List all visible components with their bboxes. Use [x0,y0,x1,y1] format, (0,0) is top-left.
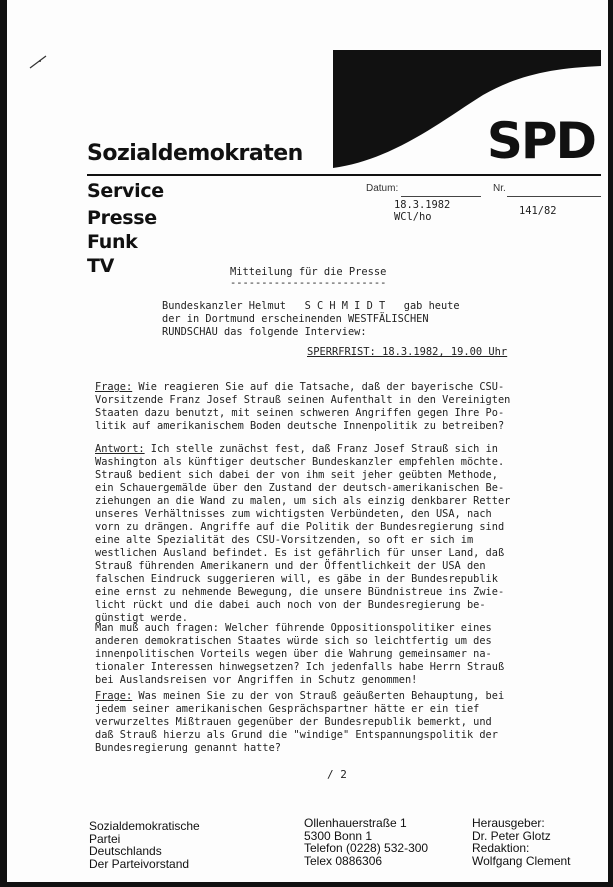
question-label: Frage: [95,381,133,393]
footer-address-line: Telex 0886306 [304,853,383,868]
answer-text: anderen demokratischen Staates würde sich so leichtfertig um des [95,635,492,647]
footer-publisher-line: Redaktion: [472,841,530,856]
answer-text: falschen Eindruck suggerieren will, es gäbe in der Bundesrepublik [95,573,498,585]
category-tv: TV [87,255,115,277]
category-presse: Presse [87,207,157,229]
question-text: Bundesregierung genannt hatte? [95,742,281,754]
question-text: daß Strauß hierzu als Grund die "windige" Entspannungspolitik der [95,729,498,741]
date-value: 18.3.1982 [394,199,451,211]
date-line [401,196,481,197]
footer-publisher-line: Wolfgang Clement [472,853,571,868]
category-service: Service [87,180,164,202]
footer-address-line: Ollenhauerstraße 1 [304,816,407,830]
answer-text: Man muß auch fragen: Welcher führende Oppositionspolitiker eines [95,622,492,634]
number-line [507,196,601,197]
category-funk: Funk [87,231,138,253]
scan-edge-bottom [0,882,613,887]
question-label: Frage: [95,690,133,702]
press-heading-underline: ------------------------- [230,277,387,289]
answer-text: Ich stelle zunächst fest, daß Franz Josef Strauß sich in [144,443,498,455]
logo-text: SPD [486,112,595,168]
answer-text: licht rückt und die dabei auch noch von der Bundesregierung be- [95,599,486,611]
footer-address-line: Telefon (0228) 532-300 [304,841,429,856]
question-text: litik auf amerikanischem Boden deutsche Innenpolitik zu betreiben? [95,420,505,432]
footer-address [304,817,428,867]
answer-text: innenpolitischen Vorteils wegen über die Wahrung gemeinsamer na- [95,648,492,660]
question-1 [95,381,565,433]
intro-line: Bundeskanzler Helmut S C H M I D T gab heute [162,300,460,312]
question-text: Was meinen Sie zu der von Strauß geäußerten Behauptung, bei [132,690,505,702]
footer-party-line: Der Parteivorstand [89,856,190,871]
question-text: verwurzeltes Mißtrauen gegenüber der Bundesrepublik bemerkt, und [95,716,492,728]
page-continuation: / 2 [327,768,347,781]
pen-mark [28,52,50,72]
question-text: Staaten dazu benutzt, mit seinen schweren Angriffen gegen Ihre Po- [95,407,505,419]
answer-text: ziehungen an die Wand zu malen, um sich als einzig denkbarer Retter [95,495,511,507]
answer-text: ein Schauergemälde über den Zustand der deutsch-amerikanischen Be- [95,482,505,494]
answer-text: eine ernst zu nehmende Bewegung, die unsere Bündnistreue ins Zwie- [95,586,505,598]
footer-party [89,820,200,870]
reference-code: WCl/ho [394,211,432,223]
intro-line: der in Dortmund erscheinenden WESTFÄLISCHEN [162,313,429,325]
answer-text: unseres Verhältnisses zum wichtigsten Verbündeten, den USA, nach [95,508,492,520]
footer-party-line: Partei [89,831,121,846]
answer-text: Washington als künftiger deutscher Bundeskanzler empfehlen möchte. [95,456,505,468]
question-2 [95,690,565,755]
question-text: Vorsitzende Franz Josef Strauß seinen Aufenthalt in den Vereinigten [95,394,511,406]
footer-publisher [472,817,571,867]
answer-text: tionaler Interessen hinwegsetzen? Ich jedenfalls habe Herrn Strauß [95,661,505,673]
press-heading: Mitteilung für die Presse [230,266,387,278]
number-value: 141/82 [519,205,557,217]
answer-text: Strauß bedient sich dabei der von ihm seit jeher geübten Methode, [95,469,498,481]
footer-publisher-line: Dr. Peter Glotz [472,828,551,843]
answer-1 [95,443,565,625]
header-rule [87,174,601,176]
scan-edge-left [0,0,7,887]
question-text: Wie reagieren Sie auf die Tatsache, daß der bayerische CSU- [132,381,505,393]
question-text: jedem seiner amerikanischen Gesprächspartner hätte er ein tief [95,703,480,715]
footer-party-line: Sozialdemokratische [89,819,200,833]
date-label: Datum: [366,183,399,194]
footer-publisher-line: Herausgeber: [472,816,545,830]
answer-text: günstigt werde. [95,612,188,624]
scan-edge-right [608,0,613,887]
intro-paragraph [162,300,613,339]
answer-text: Strauß führenden Amerikanern und der Öffentlichkeit der USA den [95,560,486,572]
answer-1-continued [95,622,565,687]
footer-address-line: 5300 Bonn 1 [304,828,373,843]
embargo-notice: SPERRFRIST: 18.3.1982, 19.00 Uhr [307,346,508,358]
answer-text: westlichen Ausland befindet. Es ist gefährlich für unser Land, daß [95,547,505,559]
organization-name: Sozialdemokraten [87,141,303,166]
answer-label: Antwort: [95,443,145,455]
number-label: Nr. [493,183,506,194]
answer-text: eine alte Spezialität des CSU-Vorsitzenden, so oft er sich im [95,534,474,546]
spd-logo [333,50,601,168]
answer-text: vorn zu drängen. Angriffe auf die Politik der Bundesregierung sind [95,521,505,533]
answer-text: bei Auslandsreisen vor Angriffen in Schutz genommen! [95,674,418,686]
intro-line: RUNDSCHAU das folgende Interview: [162,326,367,338]
footer-party-line: Deutschlands [89,844,162,859]
